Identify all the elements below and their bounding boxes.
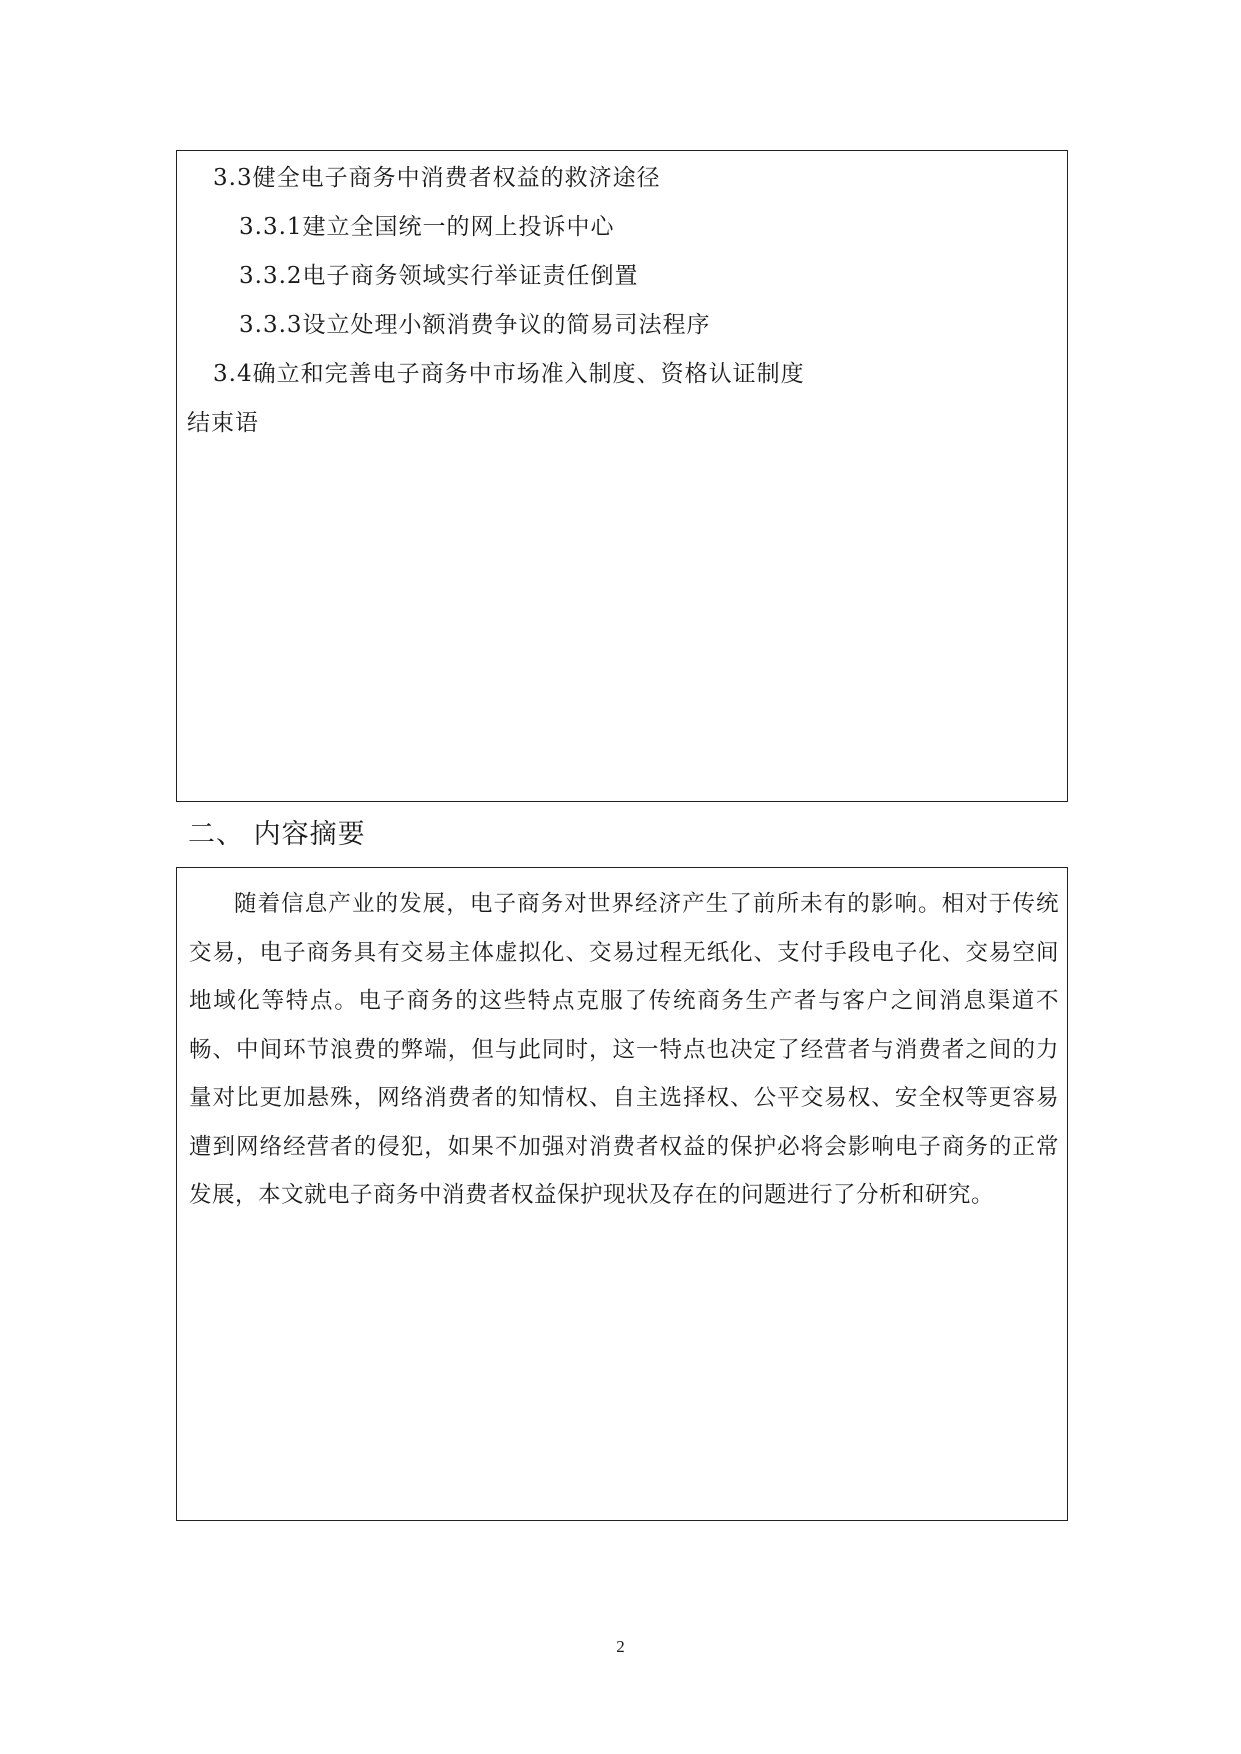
outline-table-cell [176,150,1068,802]
abstract-paragraph: 随着信息产业的发展，电子商务对世界经济产生了前所未有的影响。相对于传统交易，电子商务具有交易主体虚拟化、交易过程无纸化、支付手段电子化、交易空间地域化等特点。电子商务的这些特点克服了传统商务生产者与客户之间消息渠道不畅、中间环节浪费的弊端，但与此同时，这一特点也决定了经营者与消费者之间的力量对比更加悬殊，网络消费者的知情权、自主选择权、公平交易权、安全权等更容易遭到网络经营者的侵犯，如果不加强对消费者权益的保护必将会影响电子商务的正常发展，本文就电子商务中消费者权益保护现状及存在的问题进行了分析和研究。 [189,891,1059,1208]
section-heading: 二、 内容摘要 [188,819,366,850]
outline-item-3-3-3: 3.3.3设立处理小额消费争议的简易司法程序 [239,312,711,338]
outline-item-3-4: 3.4确立和完善电子商务中市场准入制度、资格认证制度 [213,361,805,387]
outline-item-3-3-2: 3.3.2电子商务领域实行举证责任倒置 [239,263,639,289]
outline-item-3-3-1: 3.3.1建立全国统一的网上投诉中心 [239,214,615,240]
page-number: 2 [616,1637,625,1656]
outline-item-3-3: 3.3健全电子商务中消费者权益的救济途径 [213,165,661,191]
abstract-table-cell [176,867,1068,1521]
outline-item-conclusion: 结束语 [187,410,259,436]
